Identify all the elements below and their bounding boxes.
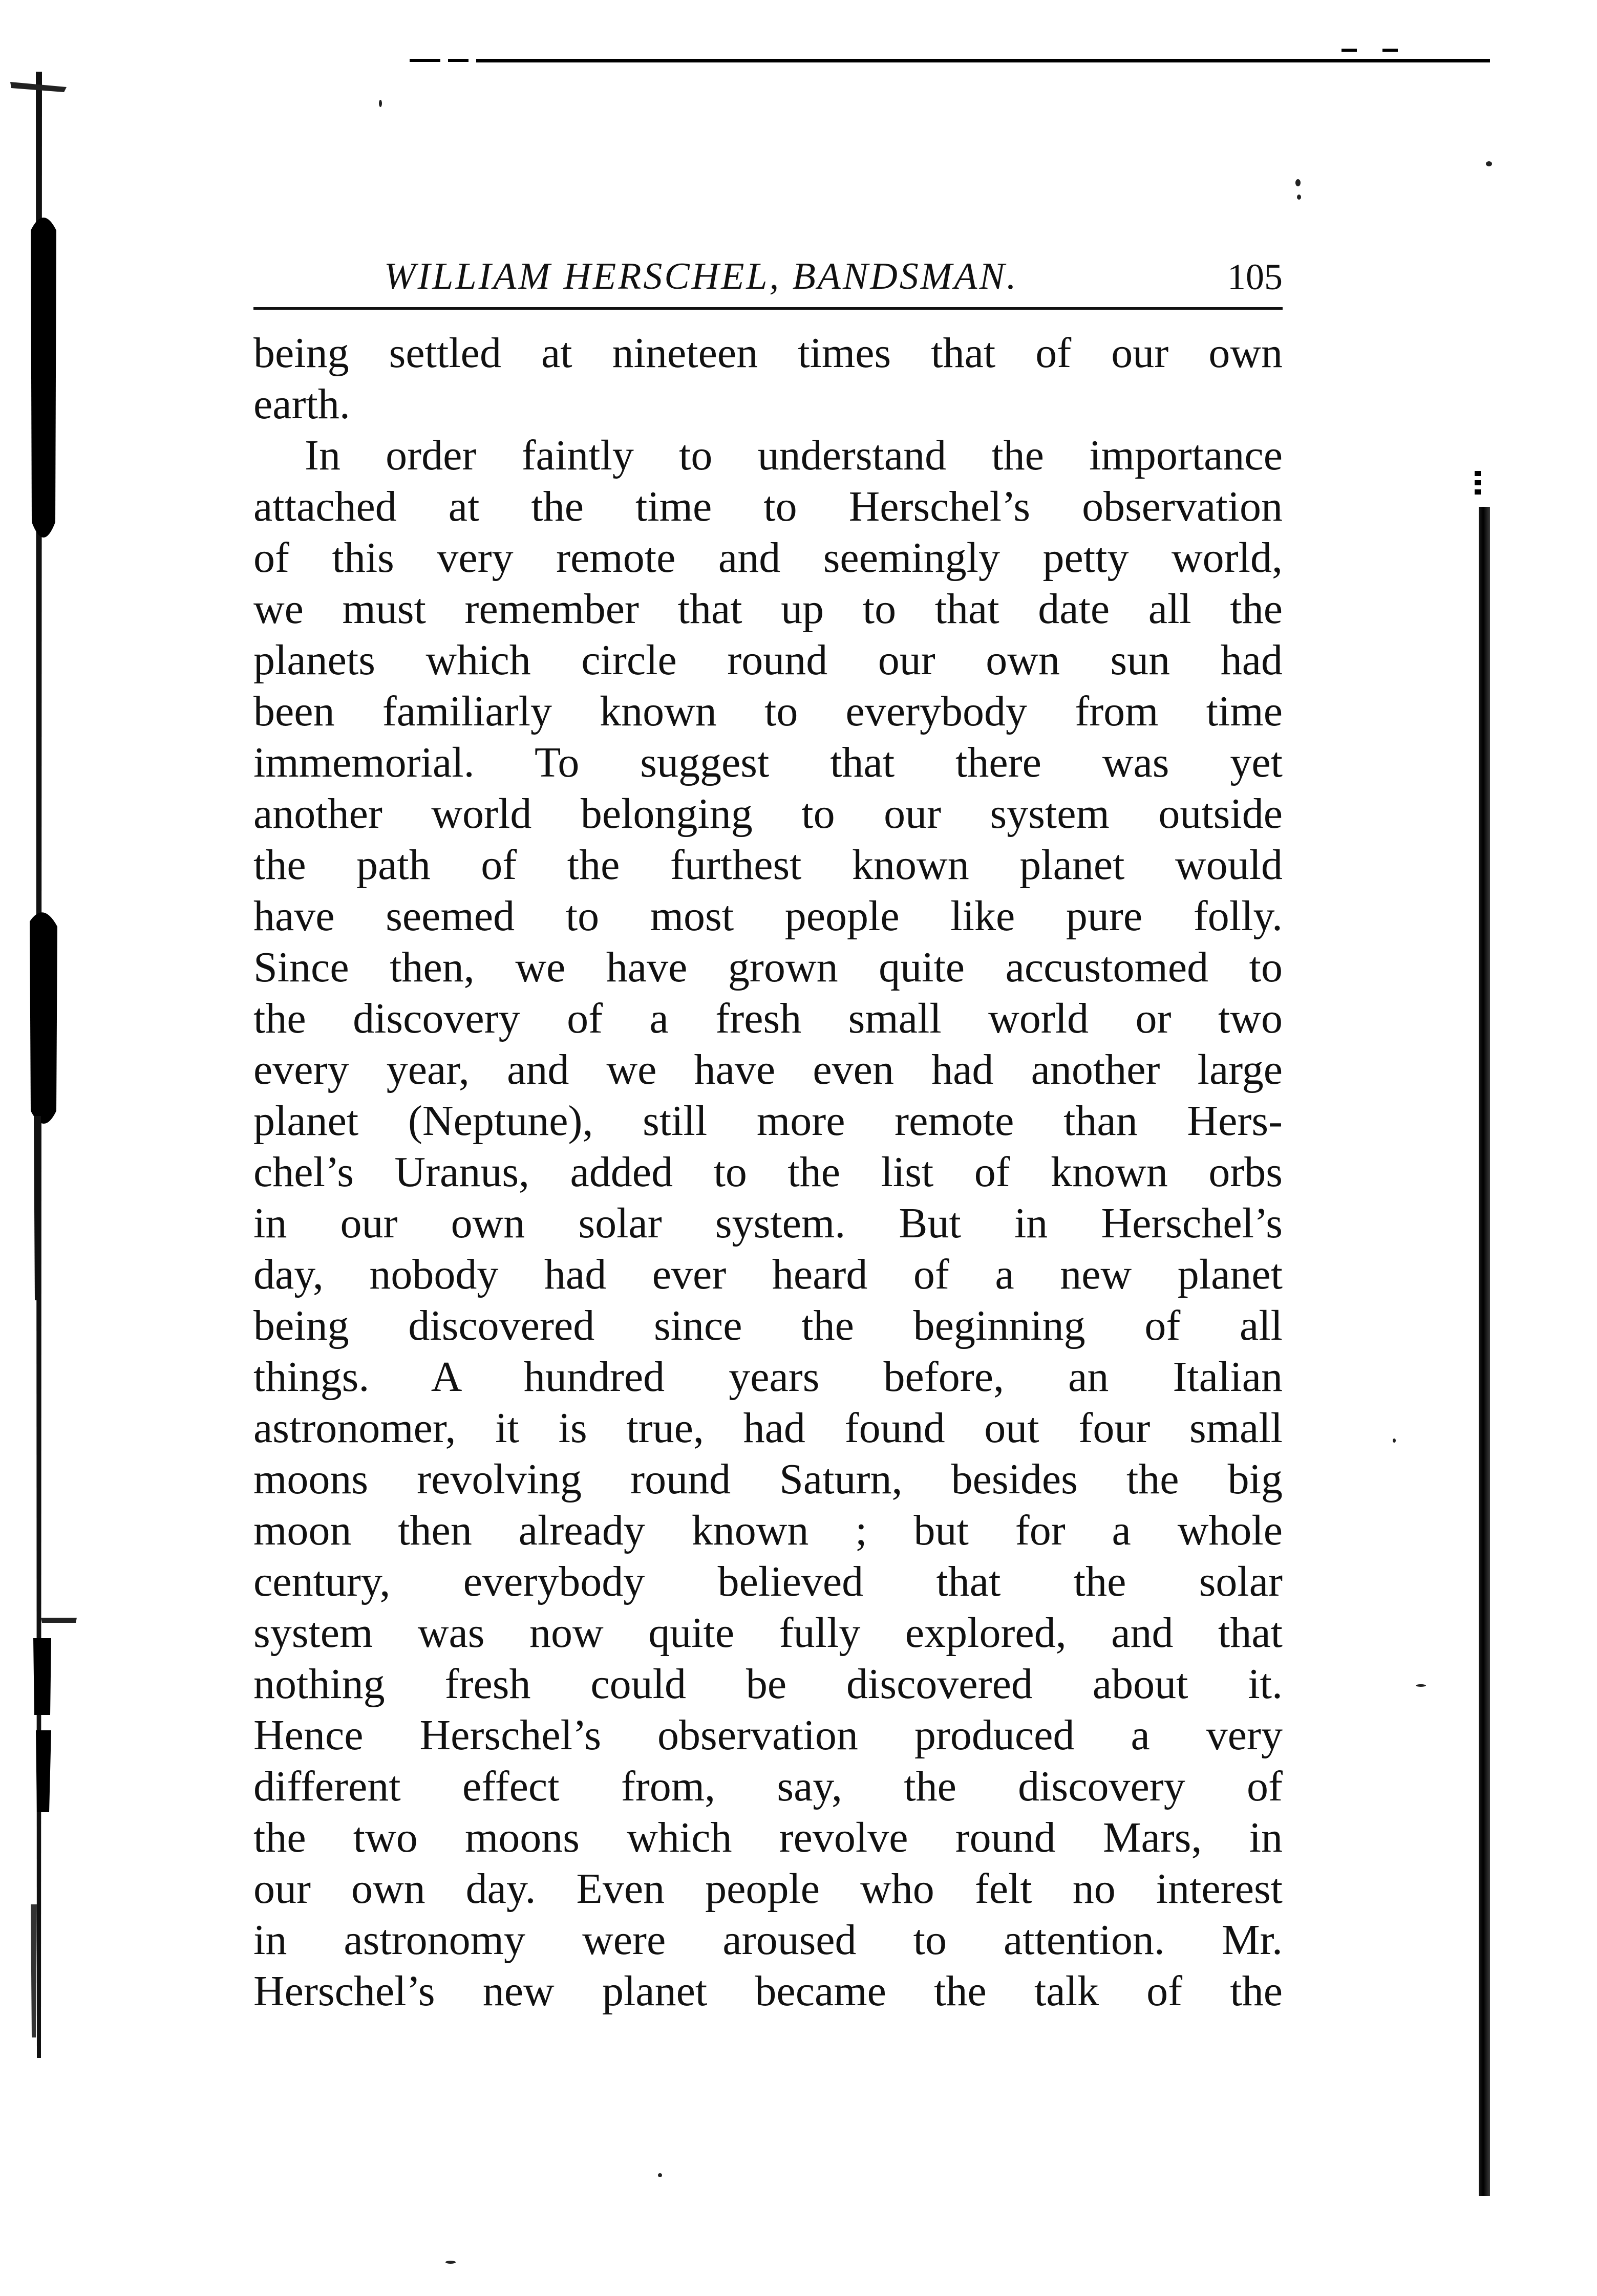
text-line: chel’s Uranus, added to the list of known orbs xyxy=(253,1148,1283,1196)
text-line: the path of the furthest known planet would xyxy=(253,841,1283,889)
text-line: of this very remote and seemingly petty world, xyxy=(253,534,1283,582)
speck xyxy=(658,2173,662,2177)
text-line: day, nobody had ever heard of a new planet xyxy=(253,1251,1283,1298)
top-rule-dash xyxy=(448,59,469,62)
body-text xyxy=(253,328,1283,2017)
book-page xyxy=(253,246,1283,2015)
text-line: nothing fresh could be discovered about it. xyxy=(253,1660,1283,1708)
text-line: system was now quite fully explored, and that xyxy=(253,1609,1283,1657)
text-line: In order faintly to understand the importance xyxy=(305,432,1283,479)
text-line: every year, and we have even had another large xyxy=(253,1046,1283,1093)
binding-edge-artifact xyxy=(0,61,87,2084)
speck xyxy=(1393,1439,1396,1443)
speck xyxy=(1295,179,1301,186)
text-line: in our own solar system. But in Herschel’s xyxy=(253,1199,1283,1247)
speck xyxy=(1416,1684,1426,1687)
right-edge-marks-artifact xyxy=(1475,471,1481,497)
speck xyxy=(445,2261,456,2264)
speck xyxy=(379,100,382,107)
top-rule-dash xyxy=(1342,49,1357,52)
text-line: century, everybody believed that the solar xyxy=(253,1558,1283,1605)
page-number: 105 xyxy=(1227,256,1283,297)
text-line: moons revolving round Saturn, besides the big xyxy=(253,1455,1283,1503)
text-line: the discovery of a fresh small world or two xyxy=(253,995,1283,1042)
text-line: earth. xyxy=(253,380,350,428)
text-line: Hence Herschel’s observation produced a very xyxy=(253,1711,1283,1759)
text-line: planet (Neptune), still more remote than Hers- xyxy=(253,1097,1283,1145)
text-line: our own day. Even people who felt no interest xyxy=(253,1865,1283,1913)
text-line: different effect from, say, the discovery of xyxy=(253,1763,1283,1810)
text-line: moon then already known ; but for a whole xyxy=(253,1507,1283,1554)
speck xyxy=(1297,195,1301,200)
right-edge-bar-artifact xyxy=(1479,507,1490,2196)
top-rule-artifact xyxy=(476,59,1490,62)
running-head xyxy=(253,246,1283,307)
speck xyxy=(1486,161,1492,166)
running-title: WILLIAM HERSCHEL, BANDSMAN. xyxy=(384,255,1018,297)
text-line: have seemed to most people like pure folly. xyxy=(253,892,1283,940)
text-line: Since then, we have grown quite accustomed to xyxy=(253,943,1283,991)
text-line: Herschel’s new planet became the talk of the xyxy=(253,1967,1283,2015)
text-line: things. A hundred years before, an Italian xyxy=(253,1353,1283,1401)
text-line: another world belonging to our system outside xyxy=(253,790,1283,838)
header-rule xyxy=(253,307,1283,310)
text-line: immemorial. To suggest that there was yet xyxy=(253,739,1283,786)
text-line: been familiarly known to everybody from time xyxy=(253,688,1283,735)
top-rule-dash xyxy=(1382,49,1398,52)
top-rule-dash xyxy=(410,59,440,62)
text-line: we must remember that up to that date all the xyxy=(253,585,1283,633)
text-line: being discovered since the beginning of all xyxy=(253,1302,1283,1349)
text-line: astronomer, it is true, had found out four small xyxy=(253,1404,1283,1452)
text-line: in astronomy were aroused to attention. Mr. xyxy=(253,1916,1283,1964)
text-line: the two moons which revolve round Mars, in xyxy=(253,1814,1283,1861)
text-line: planets which circle round our own sun had xyxy=(253,636,1283,684)
text-line: attached at the time to Herschel’s observation xyxy=(253,483,1283,530)
text-line: being settled at nineteen times that of our own xyxy=(253,329,1283,377)
